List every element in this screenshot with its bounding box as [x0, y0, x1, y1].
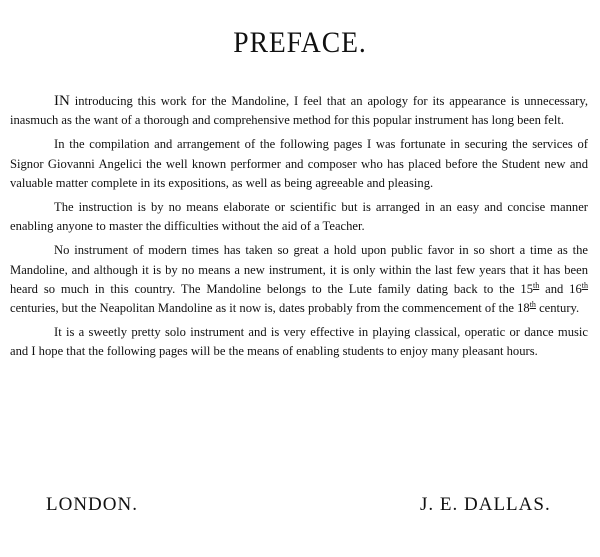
- signature-place: LONDON.: [46, 494, 138, 515]
- paragraph-2: In the compilation and arrangement of the following pages I was fortunate in securing the services of Signor Giovanni Angelici the well known performer and composer who has placed before the Student new and valuable matter complete in its expositions, as well as being agreeable and pleasing.: [10, 137, 588, 190]
- paragraph-1: [10, 92, 588, 130]
- page-title: PREFACE.: [233, 26, 367, 59]
- signature-author: J. E. DALLAS.: [420, 494, 551, 515]
- paragraph-4-part-3: centuries, but the Neapolitan Mandoline as it now is, dates probably from the commencement of the 18: [10, 301, 530, 316]
- paragraph-3: The instruction is by no means elaborate or scientific but is arranged in an easy and concise manner enabling anyone to master the difficulties without the aid of a Teacher.: [10, 200, 588, 234]
- paragraph-1-text: introducing this work for the Mandoline, I feel that an apology for its appearance is unnecessary, inasmuch as the want of a thorough and comprehensive method for this popular instrument has long been felt.: [10, 94, 588, 128]
- paragraph-4-part-1: No instrument of modern times has taken so great a hold upon public favor in so short a time as the Mandoline, and although it is by no means a new instrument, it is only within the last few years that it has been heard so much in this country. The Mandoline belongs to the Lute family dating back to the 15: [10, 243, 588, 296]
- paragraph-4: [10, 241, 588, 318]
- superscript-3: th: [529, 300, 536, 310]
- paragraph-5: It is a sweetly pretty solo instrument and is very effective in playing classical, operatic or dance music and I hope that the following pages will be the means of enabling students to enjoy many pleasant hours.: [10, 325, 588, 359]
- paragraph-4-part-2: and 16: [539, 281, 582, 296]
- paragraph-4-part-4: century.: [535, 301, 580, 316]
- superscript-1: th: [533, 280, 540, 290]
- preface-body: [10, 92, 588, 367]
- superscript-2: th: [581, 280, 588, 290]
- drop-cap: IN: [54, 93, 70, 109]
